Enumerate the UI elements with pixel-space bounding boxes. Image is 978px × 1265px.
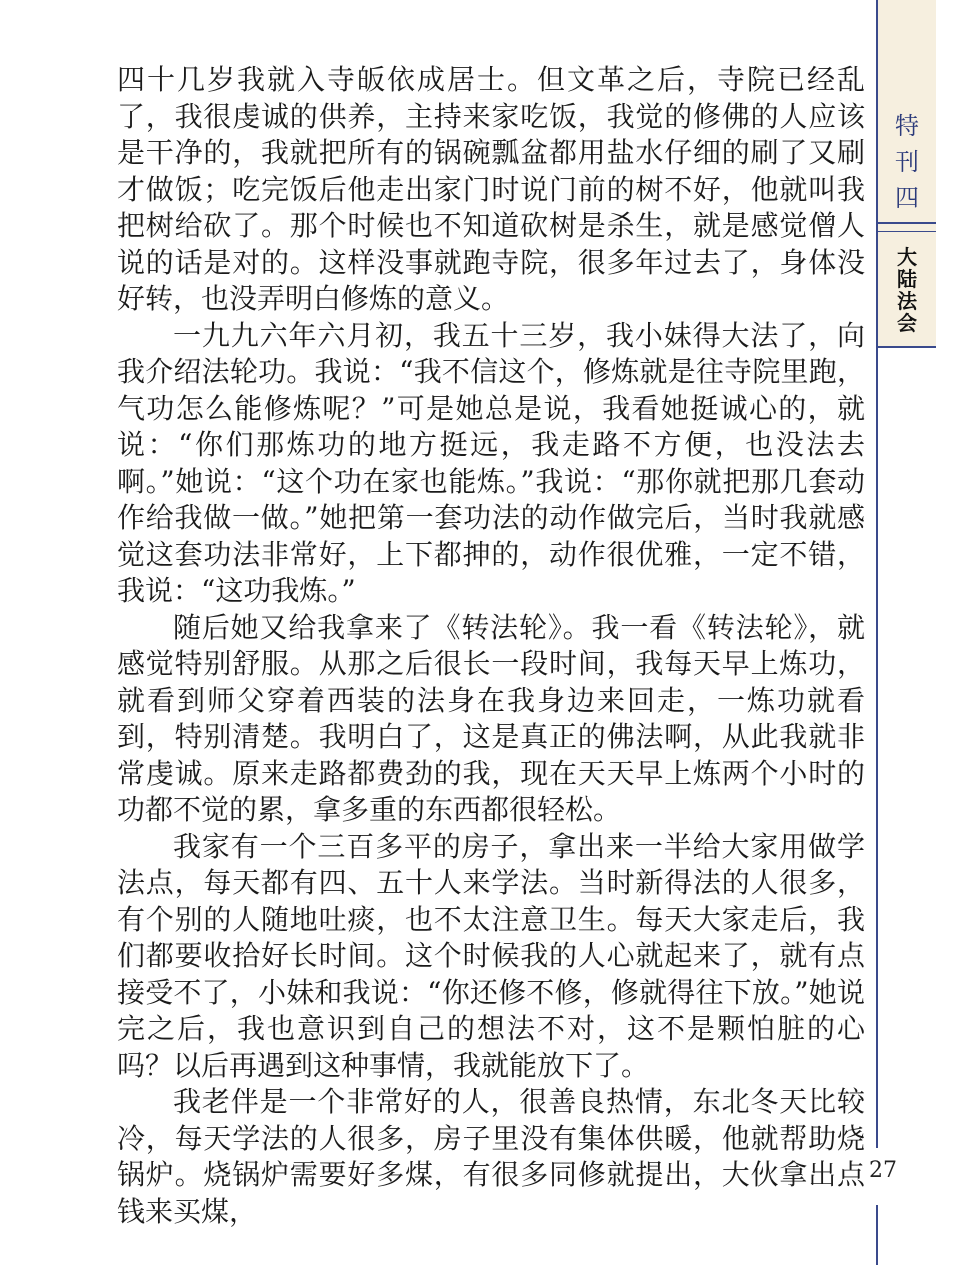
side-margin-rule-lower — [876, 1205, 878, 1265]
paragraph-5: 我老伴是一个非常好的人，很善良热情，东北冬天比较冷，每天学法的人很多，房子里没有集体供暖，他就帮助烧锅炉。烧锅炉需要好多煤，有很多同修就提出，大伙拿出点钱来买煤， — [117, 1085, 865, 1228]
side-tab-divider — [878, 222, 936, 224]
paragraph-1: 四十几岁我就入寺皈依成居士。但文革之后，寺院已经乱了，我很虔诚的供养，主持来家吃饭，我觉的修佛的人应该是干净的，我就把所有的锅碗瓢盆都用盐水仔细的刷了又刷才做饭；吃完饭后他走出家门时说门前的树不好，他就叫我把树给砍了。那个时候也不知道砍树是杀生，就是感觉僧人说的话是对的。这样没事就跑寺院，很多年过去了，身体没好转，也没弄明白修炼的意义。 — [117, 63, 865, 315]
section-subtitle-vertical — [878, 246, 936, 334]
side-tab-divider-thin — [878, 231, 936, 232]
section-subtitle-char: 陆 — [897, 267, 917, 291]
article-body — [117, 62, 865, 1230]
section-title-char: 刊 — [895, 148, 919, 176]
section-title-char: 特 — [895, 112, 919, 140]
section-subtitle-char: 大 — [897, 245, 917, 269]
paragraph-2: 一九九六年六月初，我五十三岁，我小妹得大法了，向我介绍法轮功。我说：“我不信这个，修炼就是往寺院里跑，气功怎么能修炼呢？”可是她总是说，我看她挺诚心的，就说：“你们那炼功的地方挺远，我走路不方便，也没法去啊。”她说：“这个功在家也能炼。”我说：“那你就把那几套动作给我做一做。”她把第一套功法的动作做完后，当时我就感觉这套功法非常好，上下都抻的，动作很优雅，一定不错，我说：“这功我炼。” — [117, 318, 865, 607]
section-subtitle-char: 法 — [897, 289, 917, 313]
paragraph-3: 随后她又给我拿来了《转法轮》。我一看《转法轮》，就感觉特别舒服。从那之后很长一段时间，我每天早上炼功，就看到师父穿着西装的法身在我身边来回走，一炼功就看到，特别清楚。我明白了，这是真正的佛法啊，从此我就非常虔诚。原来走路都费劲的我，现在天天早上炼两个小时的功都不觉的累，拿多重的东西都很轻松。 — [117, 610, 865, 826]
section-title-vertical — [878, 108, 936, 216]
paragraph-4: 我家有一个三百多平的房子，拿出来一半给大家用做学法点，每天都有四、五十人来学法。当时新得法的人很多，有个别的人随地吐痰，也不太注意卫生。每天大家走后，我们都要收拾好长时间。这个时候我的人心就起来了，就有点接受不了，小妹和我说：“你还修不修，修就得往下放。”她说完之后，我也意识到自己的想法不对，这不是颗怕脏的心吗？以后再遇到这种事情，我就能放下了。 — [117, 829, 865, 1082]
section-subtitle-char: 会 — [897, 311, 917, 335]
section-title-char: 四 — [895, 184, 919, 212]
page-number: 27 — [869, 1158, 897, 1183]
